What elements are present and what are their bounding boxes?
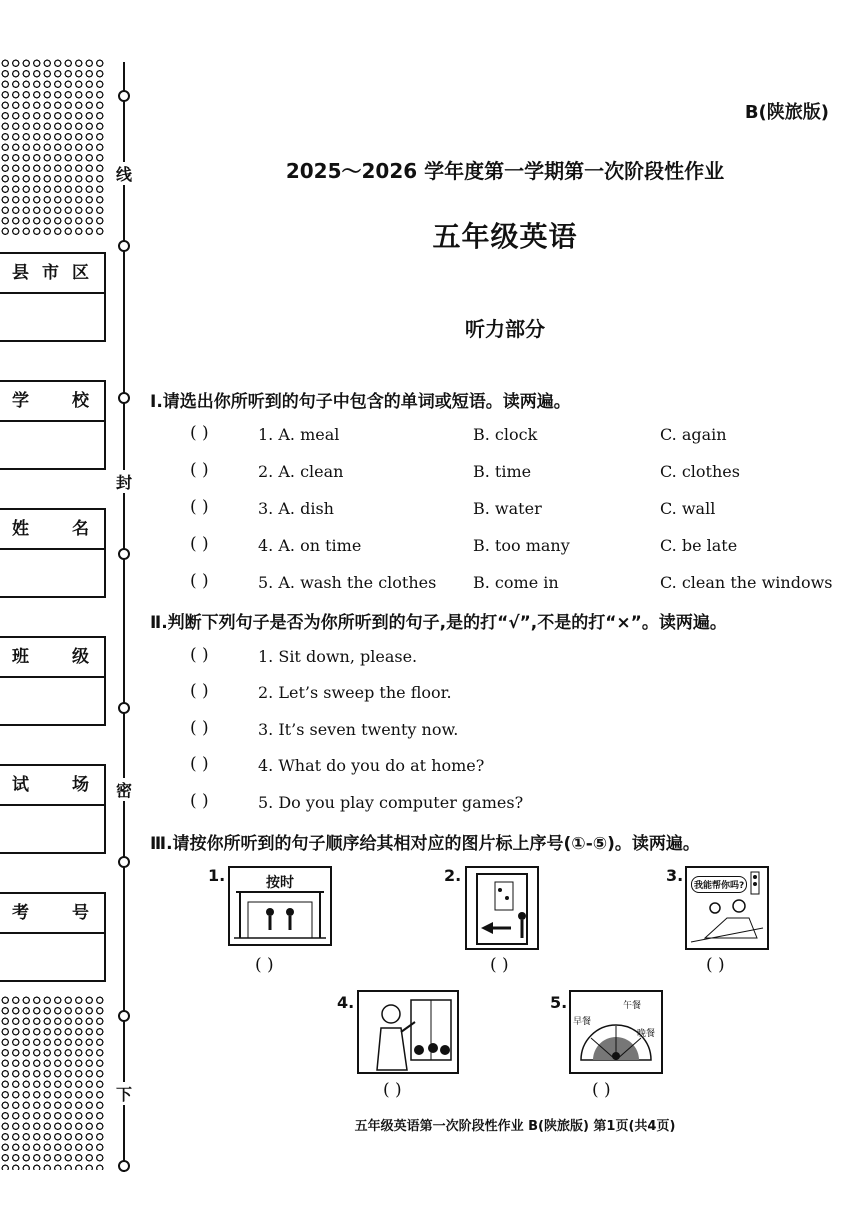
binding-ring bbox=[118, 856, 130, 868]
picture-number: 5. bbox=[550, 993, 568, 1012]
name-blank[interactable] bbox=[0, 550, 104, 596]
answer-paren[interactable]: ( ) bbox=[190, 645, 209, 665]
option-b: B. clock bbox=[473, 425, 538, 444]
field-label: 校 bbox=[72, 391, 90, 411]
binding-dots-top bbox=[0, 58, 104, 238]
option-b: B. water bbox=[473, 499, 542, 518]
binding-char-xia: 下 bbox=[114, 1082, 134, 1105]
page-title: 2025～2026 学年度第一学期第一次阶段性作业 bbox=[285, 159, 725, 183]
picture-number: 4. bbox=[337, 993, 355, 1012]
statement: 5. Do you play computer games? bbox=[258, 793, 524, 812]
answer-paren[interactable]: ( ) bbox=[190, 423, 209, 443]
option-c: C. clothes bbox=[660, 462, 740, 481]
picture-answer[interactable]: ( ) bbox=[255, 955, 274, 975]
field-label: 号 bbox=[72, 903, 90, 923]
option-a: 3. A. dish bbox=[258, 499, 334, 518]
picture-clean-windows bbox=[357, 990, 459, 1074]
class-field[interactable] bbox=[0, 636, 106, 726]
field-label: 学 bbox=[12, 391, 30, 411]
statement: 1. Sit down, please. bbox=[258, 647, 418, 666]
answer-paren[interactable]: ( ) bbox=[190, 754, 209, 774]
picture-answer[interactable]: ( ) bbox=[383, 1080, 402, 1100]
picture-answer[interactable]: ( ) bbox=[490, 955, 509, 975]
statement: 2. Let’s sweep the floor. bbox=[258, 683, 452, 702]
meal-label: 早餐 bbox=[573, 1017, 592, 1027]
picture-caption: 我能帮你吗? bbox=[691, 876, 747, 893]
option-c: C. clean the windows bbox=[660, 573, 833, 592]
picture-answer[interactable]: ( ) bbox=[706, 955, 725, 975]
field-label: 市 bbox=[42, 263, 60, 283]
name-field[interactable] bbox=[0, 508, 106, 598]
exam-room-blank[interactable] bbox=[0, 806, 104, 852]
field-label: 场 bbox=[72, 775, 90, 795]
option-a: 1. A. meal bbox=[258, 425, 340, 444]
answer-paren[interactable]: ( ) bbox=[190, 681, 209, 701]
exam-number-field[interactable] bbox=[0, 892, 106, 982]
binding-dots-bottom bbox=[0, 995, 104, 1170]
picture-meals bbox=[569, 990, 663, 1074]
door-illustration bbox=[467, 868, 537, 948]
statement: 3. It’s seven twenty now. bbox=[258, 720, 459, 739]
option-b: B. time bbox=[473, 462, 532, 481]
answer-paren[interactable]: ( ) bbox=[190, 791, 209, 811]
subject-title: 五年级英语 bbox=[432, 220, 578, 253]
meal-clock-illustration bbox=[571, 992, 661, 1072]
field-label: 考 bbox=[12, 903, 30, 923]
binding-ring bbox=[118, 392, 130, 404]
county-field[interactable] bbox=[0, 252, 106, 342]
exam-number-blank[interactable] bbox=[0, 934, 104, 980]
school-blank[interactable] bbox=[0, 422, 104, 468]
meal-label: 午餐 bbox=[623, 1001, 642, 1011]
option-b: B. too many bbox=[473, 536, 570, 555]
field-label: 区 bbox=[72, 263, 90, 283]
answer-paren[interactable]: ( ) bbox=[190, 571, 209, 591]
picture-caption: 按时 bbox=[266, 875, 294, 891]
field-label: 试 bbox=[12, 775, 30, 795]
school-gate-illustration bbox=[230, 868, 330, 944]
picture-on-time bbox=[228, 866, 332, 946]
field-label: 级 bbox=[72, 647, 90, 667]
field-label: 名 bbox=[72, 519, 90, 539]
street-help-illustration bbox=[687, 868, 767, 948]
field-label: 班 bbox=[12, 647, 30, 667]
county-blank[interactable] bbox=[0, 294, 104, 340]
binding-ring bbox=[118, 702, 130, 714]
picture-can-i-help bbox=[685, 866, 769, 950]
answer-paren[interactable]: ( ) bbox=[190, 534, 209, 554]
section3-heading: Ⅲ.请按你所听到的句子顺序给其相对应的图片标上序号(①-⑤)。读两遍。 bbox=[150, 834, 700, 854]
page-footer: 五年级英语第一次阶段性作业 B(陕旅版) 第1页(共4页) bbox=[354, 1119, 676, 1134]
binding-line bbox=[123, 62, 125, 1172]
binding-ring bbox=[118, 548, 130, 560]
section1-heading: Ⅰ.请选出你所听到的句子中包含的单词或短语。读两遍。 bbox=[150, 392, 571, 412]
picture-number: 3. bbox=[666, 866, 684, 885]
statement: 4. What do you do at home? bbox=[258, 756, 485, 775]
picture-number: 1. bbox=[208, 866, 226, 885]
picture-come-in bbox=[465, 866, 539, 950]
option-a: 4. A. on time bbox=[258, 536, 362, 555]
binding-char-feng: 封 bbox=[114, 470, 134, 493]
class-blank[interactable] bbox=[0, 678, 104, 724]
option-a: 5. A. wash the clothes bbox=[258, 573, 437, 592]
answer-paren[interactable]: ( ) bbox=[190, 460, 209, 480]
meal-label: 晚餐 bbox=[637, 1029, 656, 1039]
exam-room-field[interactable] bbox=[0, 764, 106, 854]
school-field[interactable] bbox=[0, 380, 106, 470]
edition-label: B(陕旅版) bbox=[744, 102, 829, 123]
picture-number: 2. bbox=[444, 866, 462, 885]
binding-ring bbox=[118, 90, 130, 102]
binding-char-mi: 密 bbox=[114, 778, 134, 801]
answer-paren[interactable]: ( ) bbox=[190, 497, 209, 517]
binding-char-xian: 线 bbox=[114, 162, 134, 185]
option-a: 2. A. clean bbox=[258, 462, 344, 481]
option-c: C. again bbox=[660, 425, 727, 444]
option-c: C. wall bbox=[660, 499, 716, 518]
binding-ring bbox=[118, 240, 130, 252]
option-c: C. be late bbox=[660, 536, 738, 555]
binding-ring bbox=[118, 1010, 130, 1022]
answer-paren[interactable]: ( ) bbox=[190, 718, 209, 738]
picture-answer[interactable]: ( ) bbox=[592, 1080, 611, 1100]
section2-heading: Ⅱ.判断下列句子是否为你所听到的句子,是的打“√”,不是的打“×”。读两遍。 bbox=[150, 613, 727, 633]
field-label: 县 bbox=[12, 263, 30, 283]
window-cleaning-illustration bbox=[359, 992, 457, 1072]
field-label: 姓 bbox=[12, 519, 30, 539]
part-title: 听力部分 bbox=[465, 317, 545, 341]
binding-ring bbox=[118, 1160, 130, 1172]
option-b: B. come in bbox=[473, 573, 559, 592]
